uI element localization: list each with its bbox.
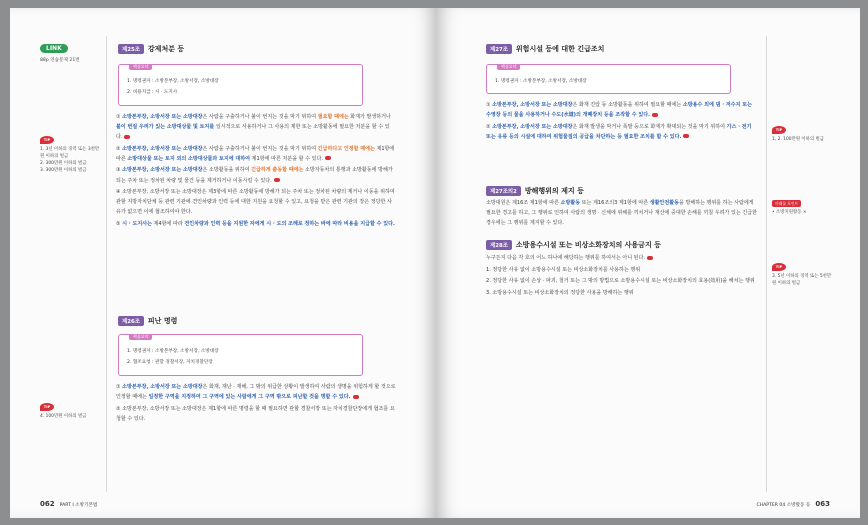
paragraph-1: ① 소방본부장, 소방서장 또는 소방대장은 화재 진압 등 소방활동을 위하여 필요할 때에는 소방용수 외에 댐 · 저수지 또는 수영장 등의 물을 사용하거나 수도(水道)의 개폐장치 등을 조작할 수 있다. [486, 102, 753, 119]
badge-icon [683, 134, 689, 138]
paragraph-1: ① 소방본부장, 소방서장 또는 소방대장은 화재, 재난 · 재해, 그 밖의 위급한 상황이 발생하여 사람의 생명을 위험하게 할 것으로 인정할 때에는 일정한 구역을 지정하여 그 구역에 있는 사람에게 그 구역 밖으로 피난할 것을 명할 수 있다. [116, 384, 396, 401]
tip-icon: TIP [40, 403, 54, 411]
article-26-heading [118, 316, 177, 326]
point-note [772, 200, 834, 216]
article-number: 제27조의2 [486, 186, 521, 196]
tip-note-4 [772, 263, 834, 287]
badge-icon [274, 178, 280, 182]
page-number: 063 [815, 500, 830, 508]
tip-icon: TIP [772, 263, 786, 271]
article-title: 위험시설 등에 대한 긴급조치 [515, 45, 605, 53]
badge-icon [325, 156, 331, 160]
core-summary-line: 2. 비용지급 : 시 · 도지사 [127, 90, 178, 95]
core-summary-line: 1. 명령권자 : 소방본부장, 소방서장, 소방대장 [127, 79, 219, 84]
article-25-heading [118, 44, 184, 54]
tip-line: 원 이하의 벌금 [772, 281, 801, 286]
article-25-body [116, 112, 396, 231]
tip-line: 1, 2. 100만원 이하의 벌금 [772, 137, 825, 142]
link-badge: LINK [40, 44, 68, 53]
article-28-heading [486, 240, 661, 250]
article-number: 제26조 [118, 316, 144, 326]
article-27-2-heading [486, 186, 584, 196]
core-summary-label: 핵심요약 [497, 64, 520, 70]
part-label: PART Ⅰ 소방기본법 [59, 503, 98, 508]
badge-icon [124, 135, 130, 139]
tip-line: 4. 100만원 이하의 벌금 [40, 414, 87, 419]
article-number: 제25조 [118, 44, 144, 54]
point-badge: 미래를 포인트 [772, 200, 801, 207]
tip-note-2 [40, 403, 102, 420]
tip-icon: TIP [40, 136, 54, 144]
paragraph-2: ② 소방본부장, 소방서장 또는 소방대장은 화재 발생을 막거나 폭발 등으로 화재가 확대되는 것을 막기 위하여 가스 · 전기 또는 유류 등의 시설에 대하여 위험물질의 공급을 차단하는 등 필요한 조치를 할 수 있다. [486, 123, 752, 140]
article-title: 강제처분 등 [147, 45, 185, 53]
list-item: 2. 정당한 사유 없이 손상 · 파괴, 철거 또는 그 밖의 방법으로 소방용수시설 또는 비상소화장치의 효용(效用)을 해치는 행위 [486, 278, 755, 285]
open-book [10, 8, 860, 518]
paragraph-3: ③ 소방본부장, 소방서장 또는 소방대장은 소방활동을 위하여 긴급하게 출동할 때에는 소방자동차의 통행과 소방활동에 방해가 되는 주차 또는 정차된 차량 및 물건 등을 제거하거나 이동시킬 수 있다. [116, 167, 393, 184]
core-summary-line: 1. 명령권자 : 소방본부장, 소방서장, 소방대장 [127, 349, 219, 354]
badge-icon [652, 113, 658, 117]
page-footer [40, 500, 97, 508]
article-27-2-body [486, 198, 758, 230]
article-26-body [116, 382, 396, 425]
point-line: • 소방지원활동 × [772, 210, 807, 215]
margin-rule [766, 36, 767, 492]
badge-icon [353, 395, 359, 399]
link-reference: 88p 연습문제 21번 [40, 58, 80, 63]
article-number: 제28조 [486, 240, 512, 250]
tip-line: 원 이하의 벌금 [40, 154, 69, 159]
core-summary-box [118, 334, 363, 376]
core-summary-label: 핵심요약 [129, 334, 152, 340]
core-summary-line: 1. 명령권자 : 소방본부장, 소방서장, 소방대장 [495, 79, 587, 84]
core-summary-label: 핵심요약 [129, 64, 152, 70]
badge-icon [647, 256, 653, 260]
tip-line: 1. 3년 이하의 징역 또는 3천만 [40, 147, 100, 152]
article-title: 방해행위의 제지 등 [524, 187, 584, 195]
margin-rule [106, 36, 107, 492]
tip-icon: TIP [772, 126, 786, 134]
tip-note-1 [40, 136, 102, 174]
core-summary-line: 2. 협조요청 : 관할 경찰서장, 자치경찰단장 [127, 360, 213, 365]
article-number: 제27조 [486, 44, 512, 54]
tip-line: 3. 300만원 이하의 벌금 [40, 168, 87, 173]
tip-note-3 [772, 126, 834, 143]
paragraph-2: ② 소방본부장, 소방서장 또는 소방대장은 제1항에 따른 명령을 할 때 필요하면 관할 경찰서장 또는 자치경찰단장에게 협조를 요청할 수 있다. [116, 405, 395, 422]
list-item: 3. 소방용수시설 또는 비상소화장치의 정당한 사용을 방해하는 행위 [486, 289, 634, 296]
right-page [436, 8, 860, 518]
core-summary-box [118, 64, 363, 106]
article-27-heading [486, 44, 604, 54]
tip-line: 2. 300만원 이하의 벌금 [40, 161, 87, 166]
page-footer [756, 500, 830, 508]
article-title: 피난 명령 [147, 317, 178, 325]
core-summary-box [486, 64, 731, 94]
left-page [10, 8, 436, 518]
article-27-body [486, 100, 758, 143]
list-item: 1. 정당한 사유 없이 소방용수시설 또는 비상소화장치를 사용하는 행위 [486, 266, 641, 273]
chapter-label: CHAPTER 04 소방활동 등 [756, 503, 811, 508]
paragraph: 소방대원은 제16조 제1항에 따른 소방활동 또는 제16조의3 제1항에 따른 생활안전활동을 방해하는 행위를 하는 사람에게 필요한 경고를 하고, 그 행위로 인하여 사람의 생명 · 신체에 위해를 끼치거나 재산에 중대한 손해를 끼칠 우려가 있는 긴급한 경우에는 그 행위를 제지할 수 있다. [486, 200, 757, 227]
article-28-body [486, 253, 758, 299]
article-title: 소방용수시설 또는 비상소화장치의 사용금지 등 [515, 241, 661, 249]
article-intro: 누구든지 다음 각 호의 어느 하나에 해당하는 행위를 하여서는 아니 된다. [486, 253, 758, 263]
paragraph-5: ⑤ 시 · 도지사는 제4항에 따라 견인차량과 인력 등을 지원한 자에게 시 · 도의 조례로 정하는 바에 따라 비용을 지급할 수 있다. [116, 220, 395, 227]
paragraph-2: ② 소방본부장, 소방서장 또는 소방대장은 사람을 구출하거나 불이 번지는 것을 막기 위하여 긴급하다고 인정할 때에는 제1항에 따른 소방대상물 또는 토지 외의 소방대상물과 토지에 대하여 제1항에 따른 처분을 할 수 있다. [116, 145, 395, 162]
paragraph-4: ④ 소방본부장, 소방서장 또는 소방대장은 제3항에 따른 소방활동에 방해가 되는 주차 또는 정차된 차량의 제거나 이동을 위하여 관할 지방자치단체 등 관련 기관에 견인차량과 인력 등에 대한 지원을 요청할 수 있고, 요청을 받은 관련 기관의 장은 정당한 사유가 없으면 이에 협조하여야 한다. [116, 189, 395, 216]
tip-line: 3. 5년 이하의 징역 또는 5천만 [772, 274, 832, 279]
page-number: 062 [40, 500, 55, 508]
paragraph-1: ① 소방본부장, 소방서장 또는 소방대장은 사람을 구출하거나 불이 번지는 것을 막기 위하여 필요할 때에는 화재가 발생하거나 불이 번질 우려가 있는 소방대상물 및 토지를 일시적으로 사용하거나 그 사용의 제한 또는 소방활동에 필요한 처분을 할 수 있다. [116, 114, 391, 141]
